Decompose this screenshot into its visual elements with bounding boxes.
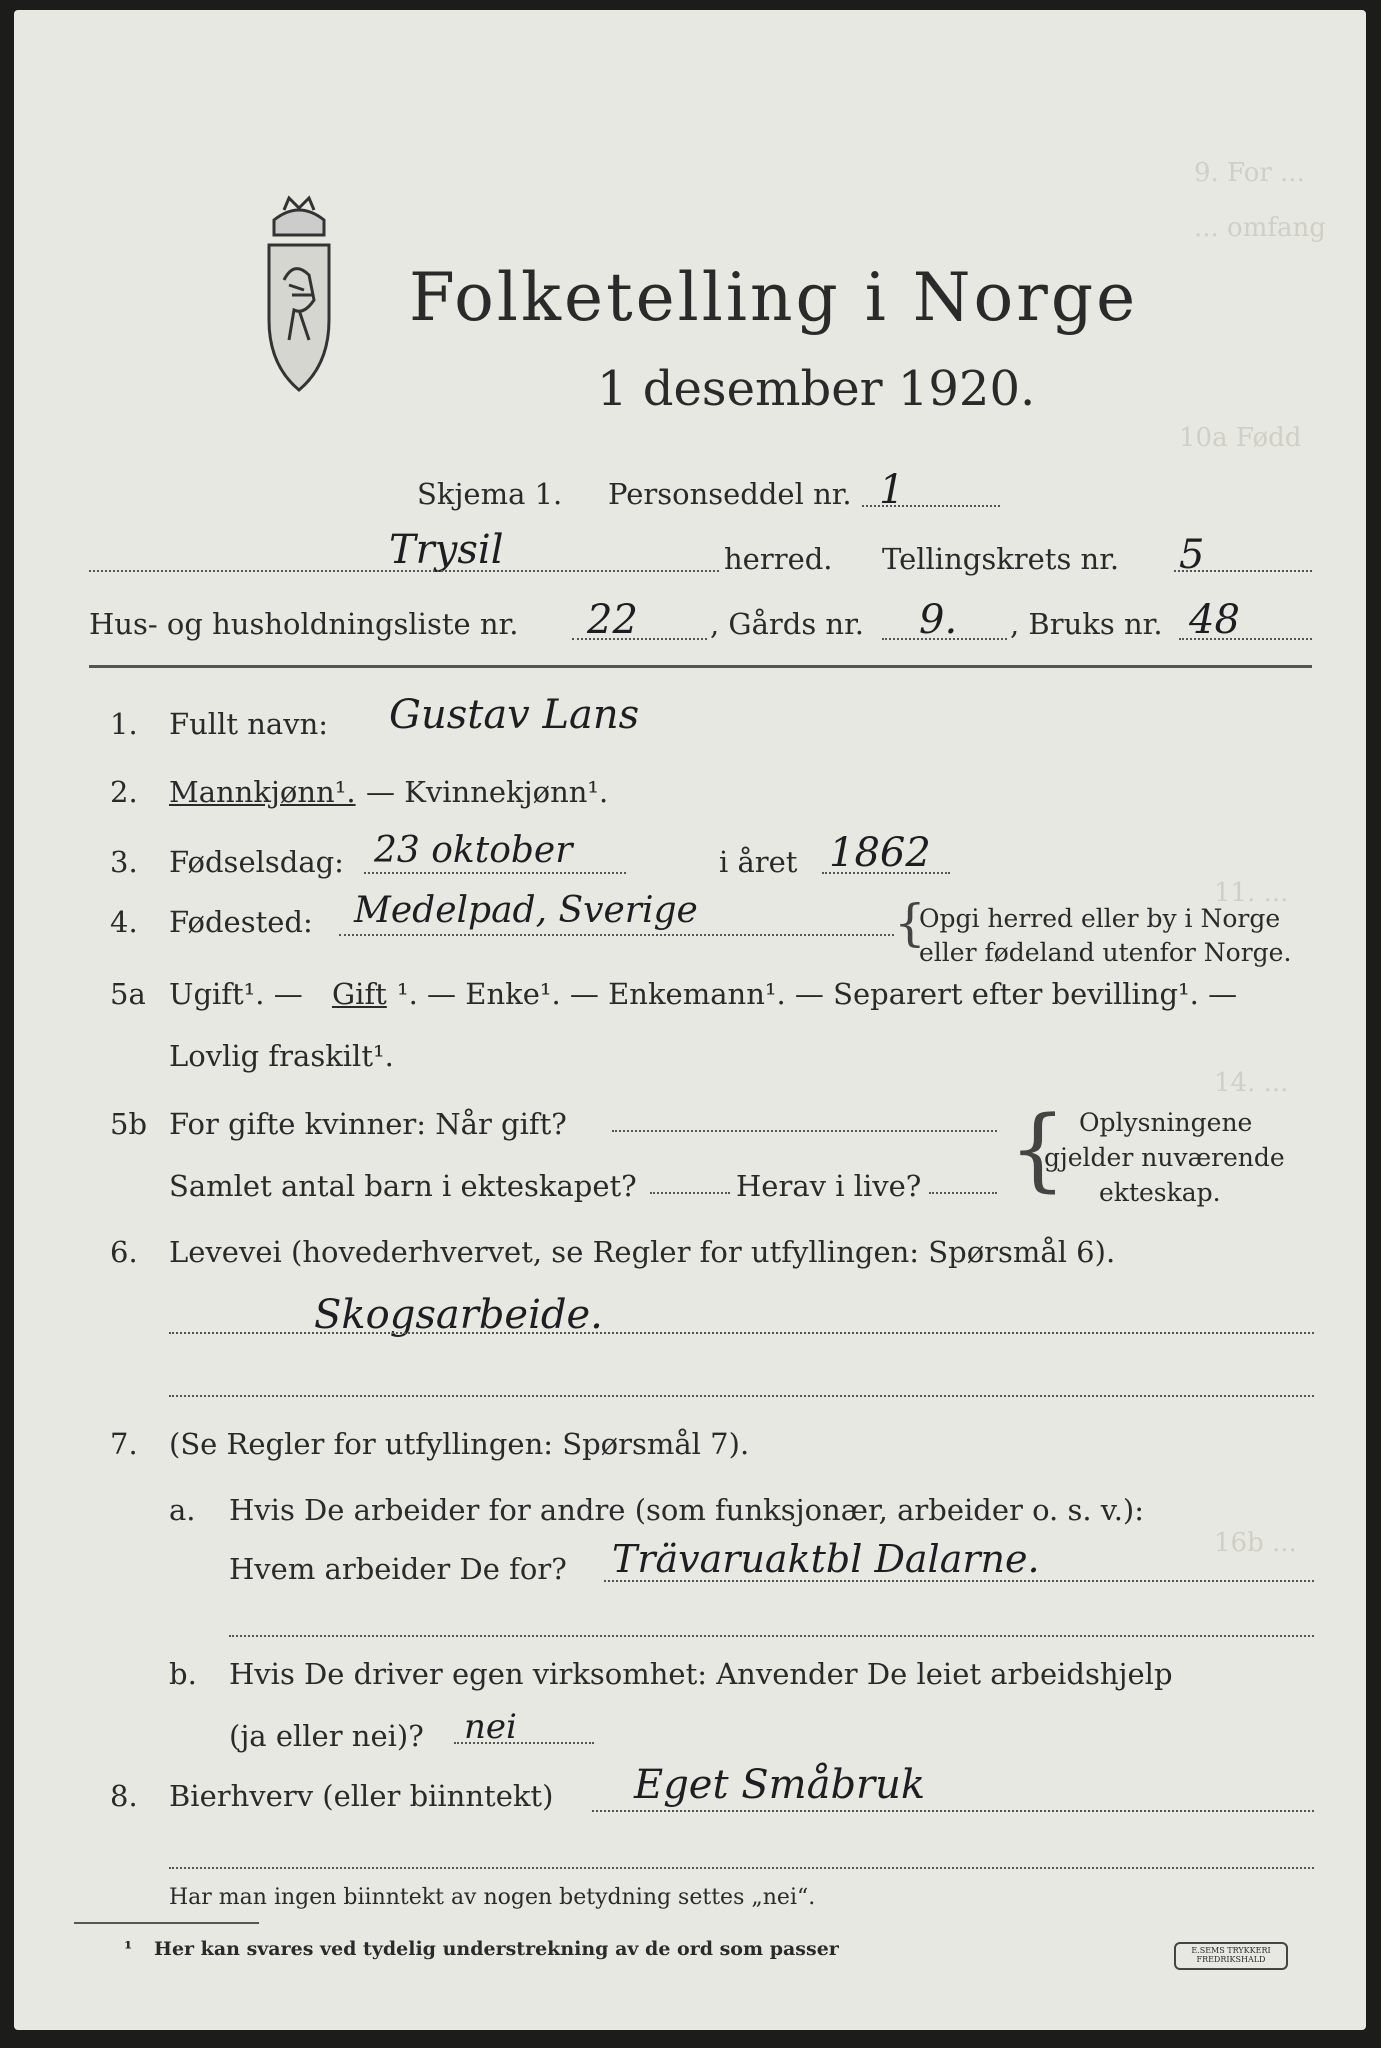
q6-value: Skogsarbeide. [314,1292,603,1338]
q5a-number: 5a [110,977,146,1011]
q3-year-field-line[interactable] [822,872,950,874]
q5b-alive-line[interactable] [929,1192,997,1194]
q4-field-line[interactable] [339,934,894,936]
herred-field-line[interactable] [89,570,719,572]
q7b-yes-no-label: (ja eller nei)? [229,1719,424,1753]
tellingskrets-label: Tellingskrets nr. [882,542,1120,576]
q5b-note-brace: { [1009,1097,1067,1202]
tellingskrets-value: 5 [1179,532,1205,578]
footnote-mark: ¹ [124,1938,133,1960]
q2-female-option[interactable]: — Kvinnekjønn¹. [366,775,609,809]
q7a-value: Trävaruaktbl Dalarne. [612,1537,1040,1581]
q5a-other-options[interactable]: ¹. — Enke¹. — Enkemann¹. — Separert efter bevilling¹. — [397,977,1238,1011]
q5b-children-line[interactable] [650,1192,730,1194]
q6-field-line-2[interactable] [169,1395,1314,1397]
q5a-unmarried-option[interactable]: Ugift¹. — [169,977,303,1011]
q5a-married-option[interactable]: Gift [332,977,387,1011]
q1-label: Fullt navn: [169,707,329,741]
bruks-field-line[interactable] [1179,638,1312,640]
q6-number: 6. [110,1235,138,1269]
q7a-field-line-2[interactable] [229,1635,1314,1637]
q8-value: Eget Småbruk [634,1762,926,1808]
form-date: 1 desember 1920. [597,361,1036,417]
q4-note-brace: { [894,894,926,952]
q3-number: 3. [110,845,138,879]
q5b-alive-label: Herav i live? [736,1169,922,1203]
q4-value: Medelpad, Sverige [354,890,698,931]
q5b-children-label: Samlet antal barn i ekteskapet? [169,1169,637,1203]
q2-male-option[interactable]: Mannkjønn¹. [169,775,356,809]
q7a-letter: a. [169,1493,196,1527]
q7a-employer-label: Hvem arbeider De for? [229,1552,567,1586]
hus-value: 22 [587,597,638,643]
gards-field-line[interactable] [882,638,1007,640]
q7b-letter: b. [169,1657,197,1691]
footnote-divider [74,1922,259,1924]
q5b-note-line3: ekteskap. [1099,1178,1221,1207]
personseddel-label: Personseddel nr. [608,477,852,511]
q3-label: Fødselsdag: [169,845,344,879]
herred-label: herred. [724,542,833,576]
footer-note: Har man ingen biinntekt av nogen betydning settes „nei“. [169,1885,816,1910]
q7b-field-line[interactable] [454,1742,594,1744]
bruks-label: , Bruks nr. [1010,607,1163,641]
q1-number: 1. [110,707,138,741]
q3-year-value: 1862 [829,830,931,876]
q7a-label: Hvis De arbeider for andre (som funksjonær, arbeider o. s. v.): [229,1493,1145,1527]
q8-label: Bierhverv (eller biinntekt) [169,1779,554,1813]
q8-field-line-2[interactable] [169,1867,1314,1869]
q7-label: (Se Regler for utfyllingen: Spørsmål 7). [169,1427,750,1461]
norwegian-coat-of-arms-icon [244,190,354,400]
q5b-note-line2: gjelder nuværende [1044,1143,1285,1172]
footnote-text: Her kan svares ved tydelig understrekning av de ord som passer [154,1938,839,1960]
q4-label: Fødested: [169,905,313,939]
gards-value: 9. [919,597,958,643]
herred-value: Trysil [389,527,504,573]
q6-label: Levevei (hovederhvervet, se Regler for utfyllingen: Spørsmål 6). [169,1235,1116,1269]
q7b-label: Hvis De driver egen virksomhet: Anvender De leiet arbeidshjelp [229,1657,1173,1691]
personseddel-value: 1 [879,467,905,513]
q3-year-label: i året [719,845,798,879]
schema-label: Skjema 1. [417,477,563,511]
census-form-sheet: 9. For ... ... omfang 10a Fødd 11. ... 14. ... 16b ... Folketelling i Norge 1 desember 1920. Skjema 1. Personseddel nr. 1 Trysil herred. Tellingskrets nr. 5 Hus- og husholdningsliste nr. 22 , Gårds nr. 9. , Bruks nr. 48 1. Fullt navn: Gustav Lans 2. Mannkjønn¹. — Kvinnekjønn¹. 3. Fødselsdag: 23 oktober i året 1862 4. Fødested: Medelpad, Sverige { Opgi herred eller by i Norge eller fødeland utenfor Norge. 5a Ugift¹. — Gift ¹. — Enke¹. — Enkemann¹. — Separert efter bevilling¹. — Lovlig fraskilt¹. 5b For gifte kvinner: Når gift? Samlet antal barn i ekteskapet? Herav i live? { Oplysningene gjelder nuværende ekteskap. 6. Levevei (hovederhvervet, se Regler for utfyllingen: Spørsmål 6). Skogsarbeide. 7. (Se Regler for utfyllingen: Spørsmål 7). a. Hvis De arbeider for andre (som funksjonær, arbeider o. s. v.): Hvem arbeider De for? Trävaruaktbl Dalarne. b. Hvis De driver egen virksomhet: Anvender De leiet arbeidshjelp (ja eller nei)? nei 8. Bierhverv (eller biinntekt) Eget Småbruk Har man ingen biinntekt av nogen betydning settes „nei“. ¹ Her kan svares ved tydelig understrekning av de ord som passer E.SEMS TRYKKERI FREDRIKSHALD [14,10,1366,2030]
q7a-field-line-1[interactable] [604,1580,1314,1582]
q4-number: 4. [110,905,138,939]
header-divider [89,665,1312,668]
hus-label: Hus- og husholdningsliste nr. [89,607,519,641]
form-title: Folketelling i Norge [409,259,1139,336]
q7b-value: nei [464,1707,517,1747]
q2-number: 2. [110,775,138,809]
q5b-when-married-line[interactable] [612,1130,997,1132]
q5b-when-married-label: For gifte kvinner: Når gift? [169,1107,567,1141]
q4-note-line1: Opgi herred eller by i Norge [919,904,1281,933]
q8-field-line-1[interactable] [592,1810,1314,1812]
tellingskrets-field-line[interactable] [1174,570,1312,572]
q6-field-line-1[interactable] [169,1332,1314,1334]
q3-value: 23 oktober [374,830,573,871]
q5a-divorced-option[interactable]: Lovlig fraskilt¹. [169,1039,394,1073]
q3-field-line[interactable] [364,872,626,874]
q5b-number: 5b [110,1107,148,1141]
gards-label: , Gårds nr. [710,607,864,641]
hus-field-line[interactable] [572,638,707,640]
q7-number: 7. [110,1427,138,1461]
printer-stamp: E.SEMS TRYKKERI FREDRIKSHALD [1174,1942,1288,1970]
q4-note-line2: eller fødeland utenfor Norge. [919,938,1292,967]
bruks-value: 48 [1189,597,1240,643]
q8-number: 8. [110,1779,138,1813]
q1-value: Gustav Lans [389,692,640,738]
q5b-note-line1: Oplysningene [1079,1108,1253,1137]
